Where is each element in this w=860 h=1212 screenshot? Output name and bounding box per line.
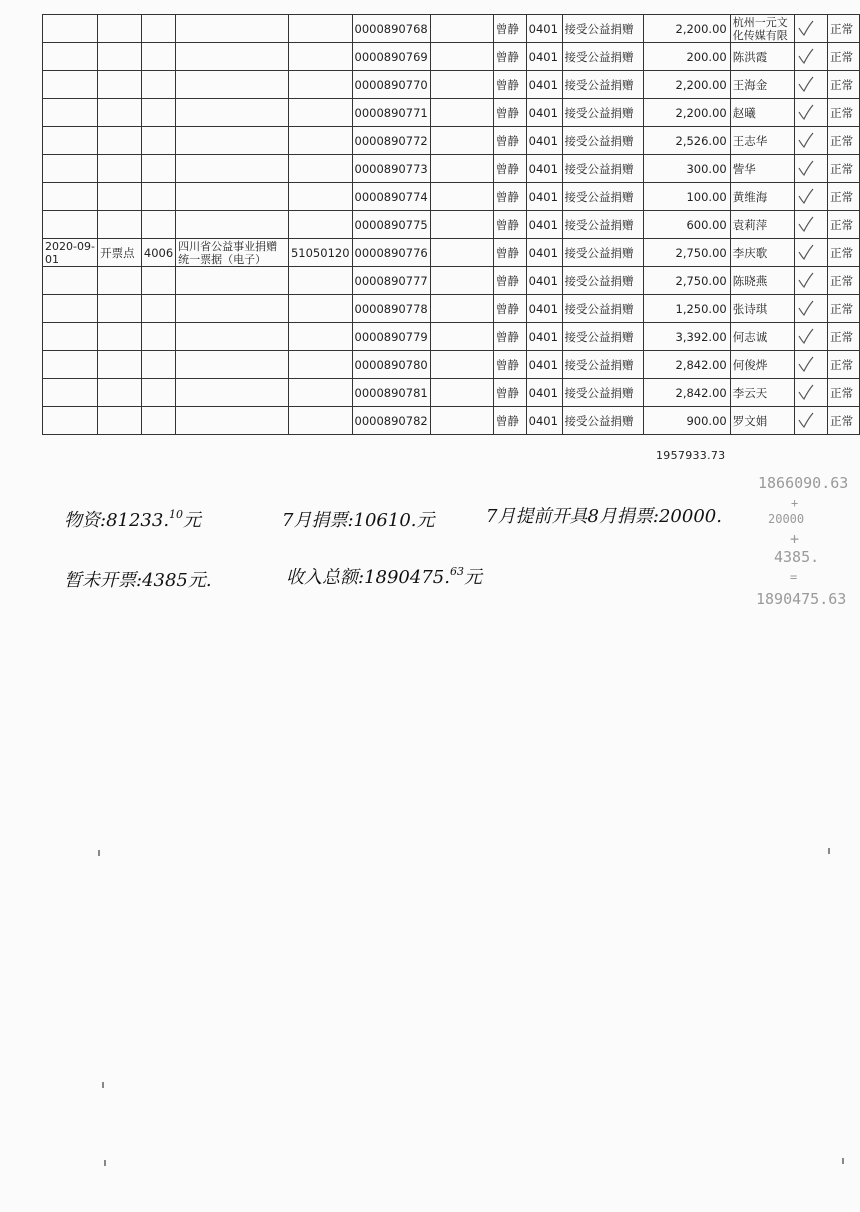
cell-code [141, 99, 175, 127]
cell-code: 4006 [141, 239, 175, 267]
cell-payer: 陈晓燕 [730, 267, 794, 295]
note-total-income [286, 563, 482, 589]
cell-item-code: 0401 [526, 295, 562, 323]
cell-code [141, 127, 175, 155]
table-row [43, 127, 860, 155]
scan-speck [828, 848, 830, 854]
cell-code [141, 351, 175, 379]
cell-code [141, 71, 175, 99]
cell-code-prefix [288, 71, 352, 99]
scan-speck [98, 850, 100, 856]
cell-blank [430, 155, 493, 183]
cell-status: 正常 [828, 239, 860, 267]
cell-invoice-number: 0000890769 [352, 43, 430, 71]
cell-item-code: 0401 [526, 211, 562, 239]
check-mark-icon [797, 159, 815, 177]
cell-payer: 王海金 [730, 71, 794, 99]
cell-date: 2020-09-01 [43, 239, 98, 267]
calc-line-1: 1866090.63 [758, 474, 849, 492]
cell-item-code: 0401 [526, 15, 562, 43]
calc-equals: = [790, 570, 798, 584]
cell-invoice-number: 0000890780 [352, 351, 430, 379]
cell-date [43, 99, 98, 127]
check-mark-icon [797, 271, 815, 289]
cell-status: 正常 [828, 15, 860, 43]
cell-invoice-name [176, 127, 289, 155]
cell-payer: 訾华 [730, 155, 794, 183]
calc-plus-2: + [790, 530, 800, 548]
calc-line-3: 4385. [774, 548, 820, 566]
cell-date [43, 267, 98, 295]
cell-amount: 200.00 [644, 43, 731, 71]
note-july-donation-unit: 元 [416, 510, 435, 531]
cell-item: 接受公益捐赠 [562, 155, 644, 183]
cell-item: 接受公益捐赠 [562, 323, 644, 351]
cell-operator: 曾静 [493, 351, 526, 379]
cell-amount: 2,842.00 [644, 379, 731, 407]
cell-payer: 何志诚 [730, 323, 794, 351]
table-row [43, 183, 860, 211]
cell-amount: 300.00 [644, 155, 731, 183]
cell-item: 接受公益捐赠 [562, 127, 644, 155]
cell-invoice-number: 0000890774 [352, 183, 430, 211]
check-mark-icon [797, 327, 815, 345]
cell-item-code: 0401 [526, 407, 562, 435]
cell-amount: 3,392.00 [644, 323, 731, 351]
cell-invoice-name [176, 379, 289, 407]
cell-blank [430, 323, 493, 351]
cell-amount: 100.00 [644, 183, 731, 211]
cell-invoice-number: 0000890771 [352, 99, 430, 127]
cell-item-code: 0401 [526, 155, 562, 183]
cell-code-prefix [288, 15, 352, 43]
scan-speck [102, 1082, 104, 1088]
cell-status: 正常 [828, 407, 860, 435]
cell-operator: 曾静 [493, 43, 526, 71]
cell-item-code: 0401 [526, 323, 562, 351]
cell-item: 接受公益捐赠 [562, 351, 644, 379]
cell-code-prefix [288, 295, 352, 323]
cell-invoice-number: 0000890770 [352, 71, 430, 99]
cell-check [794, 379, 828, 407]
grand-total: 1957933.73 [656, 449, 726, 462]
table-row [43, 351, 860, 379]
cell-blank [430, 267, 493, 295]
cell-type [98, 407, 142, 435]
cell-payer: 何俊烨 [730, 351, 794, 379]
cell-item: 接受公益捐赠 [562, 99, 644, 127]
cell-type [98, 155, 142, 183]
cell-operator: 曾静 [493, 211, 526, 239]
cell-payer: 黄维海 [730, 183, 794, 211]
cell-operator: 曾静 [493, 295, 526, 323]
cell-invoice-number: 0000890768 [352, 15, 430, 43]
cell-item: 接受公益捐赠 [562, 183, 644, 211]
cell-blank [430, 211, 493, 239]
note-supplies-unit: 元 [183, 510, 202, 531]
cell-payer: 陈洪霞 [730, 43, 794, 71]
cell-check [794, 295, 828, 323]
cell-code-prefix [288, 155, 352, 183]
cell-check [794, 15, 828, 43]
cell-status: 正常 [828, 71, 860, 99]
cell-date [43, 71, 98, 99]
cell-operator: 曾静 [493, 99, 526, 127]
check-mark-icon [797, 187, 815, 205]
cell-type [98, 183, 142, 211]
cell-blank [430, 99, 493, 127]
cell-status: 正常 [828, 323, 860, 351]
cell-operator: 曾静 [493, 267, 526, 295]
cell-invoice-number: 0000890775 [352, 211, 430, 239]
note-not-invoiced: 暂未开票:4385元. [64, 570, 212, 591]
cell-code-prefix [288, 127, 352, 155]
table-row [43, 99, 860, 127]
calc-result: 1890475.63 [756, 590, 847, 608]
cell-invoice-name [176, 15, 289, 43]
cell-code-prefix [288, 407, 352, 435]
check-mark-icon [797, 131, 815, 149]
cell-date [43, 155, 98, 183]
cell-date [43, 127, 98, 155]
check-mark-icon [797, 215, 815, 233]
calc-plus-1: + [791, 496, 799, 510]
check-mark-icon [797, 243, 815, 261]
table-row [43, 407, 860, 435]
cell-code-prefix [288, 99, 352, 127]
cell-type [98, 15, 142, 43]
cell-item: 接受公益捐赠 [562, 71, 644, 99]
cell-invoice-name [176, 43, 289, 71]
cell-item: 接受公益捐赠 [562, 267, 644, 295]
cell-amount: 2,526.00 [644, 127, 731, 155]
cell-code-prefix [288, 183, 352, 211]
cell-blank [430, 239, 493, 267]
note-supplies [64, 506, 201, 532]
cell-payer: 王志华 [730, 127, 794, 155]
cell-payer: 袁莉萍 [730, 211, 794, 239]
cell-operator: 曾静 [493, 127, 526, 155]
cell-code-prefix [288, 323, 352, 351]
cell-invoice-name [176, 155, 289, 183]
cell-code [141, 15, 175, 43]
cell-operator: 曾静 [493, 379, 526, 407]
cell-date [43, 407, 98, 435]
table-row [43, 239, 860, 267]
cell-status: 正常 [828, 351, 860, 379]
note-total-income-cents: 63 [449, 565, 464, 578]
cell-date [43, 183, 98, 211]
cell-type [98, 71, 142, 99]
cell-type [98, 379, 142, 407]
table-row [43, 211, 860, 239]
cell-invoice-number: 0000890781 [352, 379, 430, 407]
cell-blank [430, 351, 493, 379]
cell-item: 接受公益捐赠 [562, 379, 644, 407]
cell-item-code: 0401 [526, 71, 562, 99]
cell-invoice-number: 0000890776 [352, 239, 430, 267]
table-row [43, 71, 860, 99]
cell-operator: 曾静 [493, 183, 526, 211]
cell-status: 正常 [828, 155, 860, 183]
cell-invoice-name [176, 295, 289, 323]
cell-check [794, 183, 828, 211]
cell-code [141, 267, 175, 295]
cell-check [794, 127, 828, 155]
cell-type: 开票点 [98, 239, 142, 267]
cell-payer: 杭州一元文化传媒有限 [730, 15, 794, 43]
cell-payer: 罗文娟 [730, 407, 794, 435]
cell-type [98, 295, 142, 323]
cell-status: 正常 [828, 43, 860, 71]
check-mark-icon [797, 103, 815, 121]
cell-item: 接受公益捐赠 [562, 239, 644, 267]
cell-invoice-name [176, 351, 289, 379]
cell-check [794, 43, 828, 71]
cell-operator: 曾静 [493, 407, 526, 435]
cell-type [98, 127, 142, 155]
cell-amount: 2,750.00 [644, 267, 731, 295]
note-august-advance: 7月提前开具8月捐票:20000. [486, 506, 722, 527]
cell-amount: 2,200.00 [644, 15, 731, 43]
cell-invoice-name [176, 407, 289, 435]
cell-invoice-name: 四川省公益事业捐赠统一票据（电子） [176, 239, 289, 267]
note-total-income-amount: 收入总额:1890475. [286, 567, 450, 588]
check-mark-icon [797, 383, 815, 401]
cell-status: 正常 [828, 183, 860, 211]
cell-type [98, 211, 142, 239]
cell-item: 接受公益捐赠 [562, 407, 644, 435]
cell-code [141, 211, 175, 239]
cell-item: 接受公益捐赠 [562, 295, 644, 323]
cell-code-prefix [288, 211, 352, 239]
cell-payer: 赵曦 [730, 99, 794, 127]
table-row [43, 15, 860, 43]
cell-operator: 曾静 [493, 323, 526, 351]
cell-operator: 曾静 [493, 155, 526, 183]
check-mark-icon [797, 355, 815, 373]
cell-code-prefix [288, 267, 352, 295]
cell-date [43, 379, 98, 407]
cell-item-code: 0401 [526, 351, 562, 379]
cell-amount: 900.00 [644, 407, 731, 435]
scan-speck [842, 1158, 844, 1164]
cell-item-code: 0401 [526, 183, 562, 211]
cell-blank [430, 379, 493, 407]
cell-invoice-number: 0000890772 [352, 127, 430, 155]
cell-date [43, 323, 98, 351]
cell-payer: 张诗琪 [730, 295, 794, 323]
cell-blank [430, 183, 493, 211]
cell-item-code: 0401 [526, 239, 562, 267]
cell-status: 正常 [828, 379, 860, 407]
cell-check [794, 239, 828, 267]
cell-check [794, 211, 828, 239]
cell-invoice-name [176, 323, 289, 351]
cell-item: 接受公益捐赠 [562, 211, 644, 239]
cell-blank [430, 407, 493, 435]
cell-invoice-number: 0000890773 [352, 155, 430, 183]
cell-code [141, 183, 175, 211]
donation-ledger-table [42, 14, 860, 435]
cell-invoice-name [176, 183, 289, 211]
cell-amount: 2,750.00 [644, 239, 731, 267]
cell-operator: 曾静 [493, 15, 526, 43]
cell-check [794, 99, 828, 127]
cell-type [98, 43, 142, 71]
cell-status: 正常 [828, 99, 860, 127]
cell-check [794, 323, 828, 351]
cell-payer: 李庆歌 [730, 239, 794, 267]
cell-code [141, 379, 175, 407]
cell-payer: 李云天 [730, 379, 794, 407]
check-mark-icon [797, 75, 815, 93]
cell-amount: 2,842.00 [644, 351, 731, 379]
cell-code-prefix [288, 43, 352, 71]
cell-date [43, 43, 98, 71]
check-mark-icon [797, 47, 815, 65]
cell-amount: 2,200.00 [644, 71, 731, 99]
cell-invoice-number: 0000890778 [352, 295, 430, 323]
cell-type [98, 351, 142, 379]
cell-code [141, 407, 175, 435]
check-mark-icon [797, 411, 815, 429]
cell-invoice-name [176, 71, 289, 99]
scan-speck [104, 1160, 106, 1166]
cell-item-code: 0401 [526, 267, 562, 295]
cell-amount: 2,200.00 [644, 99, 731, 127]
cell-status: 正常 [828, 127, 860, 155]
cell-date [43, 351, 98, 379]
cell-item-code: 0401 [526, 379, 562, 407]
cell-status: 正常 [828, 295, 860, 323]
cell-type [98, 323, 142, 351]
cell-blank [430, 295, 493, 323]
cell-code [141, 155, 175, 183]
cell-date [43, 211, 98, 239]
cell-item-code: 0401 [526, 99, 562, 127]
cell-code [141, 295, 175, 323]
table-row [43, 43, 860, 71]
table-row [43, 267, 860, 295]
cell-check [794, 155, 828, 183]
cell-type [98, 99, 142, 127]
cell-amount: 1,250.00 [644, 295, 731, 323]
cell-code [141, 323, 175, 351]
cell-status: 正常 [828, 211, 860, 239]
note-july-donation-amount: 7月捐票:10610. [282, 510, 417, 531]
note-total-income-unit: 元 [463, 567, 482, 588]
cell-check [794, 267, 828, 295]
check-mark-icon [797, 299, 815, 317]
cell-operator: 曾静 [493, 71, 526, 99]
table-row [43, 379, 860, 407]
note-supplies-amount: 物资:81233. [64, 510, 170, 531]
cell-code-prefix [288, 351, 352, 379]
check-mark-icon [797, 19, 815, 37]
cell-item: 接受公益捐赠 [562, 43, 644, 71]
cell-amount: 600.00 [644, 211, 731, 239]
note-supplies-cents: 10 [169, 508, 184, 521]
cell-item-code: 0401 [526, 127, 562, 155]
cell-invoice-number: 0000890779 [352, 323, 430, 351]
cell-check [794, 71, 828, 99]
note-july-donation [282, 506, 435, 532]
cell-item: 接受公益捐赠 [562, 15, 644, 43]
cell-code [141, 43, 175, 71]
cell-invoice-number: 0000890782 [352, 407, 430, 435]
cell-blank [430, 127, 493, 155]
cell-date [43, 15, 98, 43]
cell-check [794, 407, 828, 435]
cell-blank [430, 43, 493, 71]
cell-invoice-name [176, 267, 289, 295]
cell-blank [430, 15, 493, 43]
cell-invoice-name [176, 99, 289, 127]
cell-operator: 曾静 [493, 239, 526, 267]
cell-invoice-number: 0000890777 [352, 267, 430, 295]
cell-status: 正常 [828, 267, 860, 295]
cell-type [98, 267, 142, 295]
table-row [43, 155, 860, 183]
cell-blank [430, 71, 493, 99]
table-row [43, 323, 860, 351]
cell-invoice-name [176, 211, 289, 239]
cell-item-code: 0401 [526, 43, 562, 71]
cell-code-prefix [288, 379, 352, 407]
cell-date [43, 295, 98, 323]
cell-check [794, 351, 828, 379]
calc-line-2: 20000 [768, 512, 805, 526]
table-row [43, 295, 860, 323]
cell-code-prefix: 51050120 [288, 239, 352, 267]
